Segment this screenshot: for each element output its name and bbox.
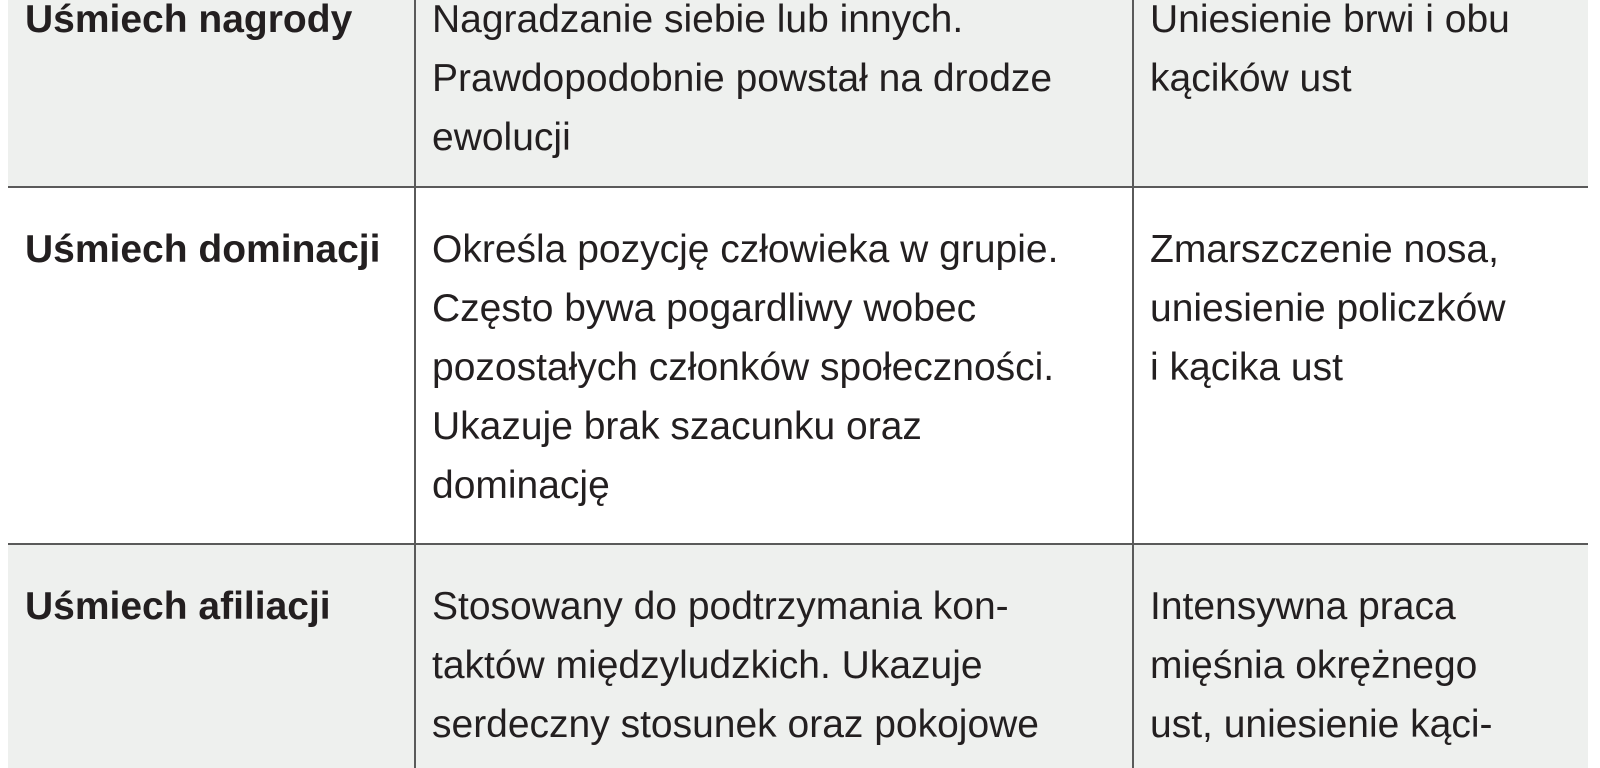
smile-expression-cell: [1133, 0, 1588, 187]
smile-function-cell: [415, 187, 1133, 544]
smile-expression-cell: [1133, 544, 1588, 768]
smile-function-text: Określa pozycję człowieka w grupie. Często bywa pogardliwy wobec pozostałych członków społeczności. Ukazuje brak szacunku oraz dominację: [432, 228, 1059, 507]
smile-type-name: Uśmiech nagrody: [25, 0, 353, 41]
smile-expression-text: Zmarszczenie nosa, uniesienie policzków i kącika ust: [1150, 228, 1506, 389]
smile-type-name-cell: [8, 544, 415, 768]
smile-function-text: Stosowany do podtrzymania kon- taktów międzyludzkich. Ukazuje serdeczny stosunek oraz pokojowe: [432, 585, 1039, 746]
smile-type-name: Uśmiech dominacji: [25, 228, 381, 271]
smile-types-table: [8, 0, 1588, 768]
smile-type-name-cell: [8, 187, 415, 544]
smile-function-cell: [415, 0, 1133, 187]
smile-type-name-cell: [8, 0, 415, 187]
smile-expression-text: Uniesienie brwi i obu kącików ust: [1150, 0, 1510, 100]
table-row: [8, 0, 1588, 187]
smile-type-name: Uśmiech afiliacji: [25, 585, 331, 628]
smile-function-cell: [415, 544, 1133, 768]
smile-expression-text: Intensywna praca mięśnia okrężnego ust, uniesienie kąci-: [1150, 585, 1493, 746]
smile-function-text: Nagradzanie siebie lub innych. Prawdopodobnie powstał na drodze ewolucji: [432, 0, 1053, 159]
table-row: [8, 544, 1588, 768]
smile-expression-cell: [1133, 187, 1588, 544]
table-row: [8, 187, 1588, 544]
